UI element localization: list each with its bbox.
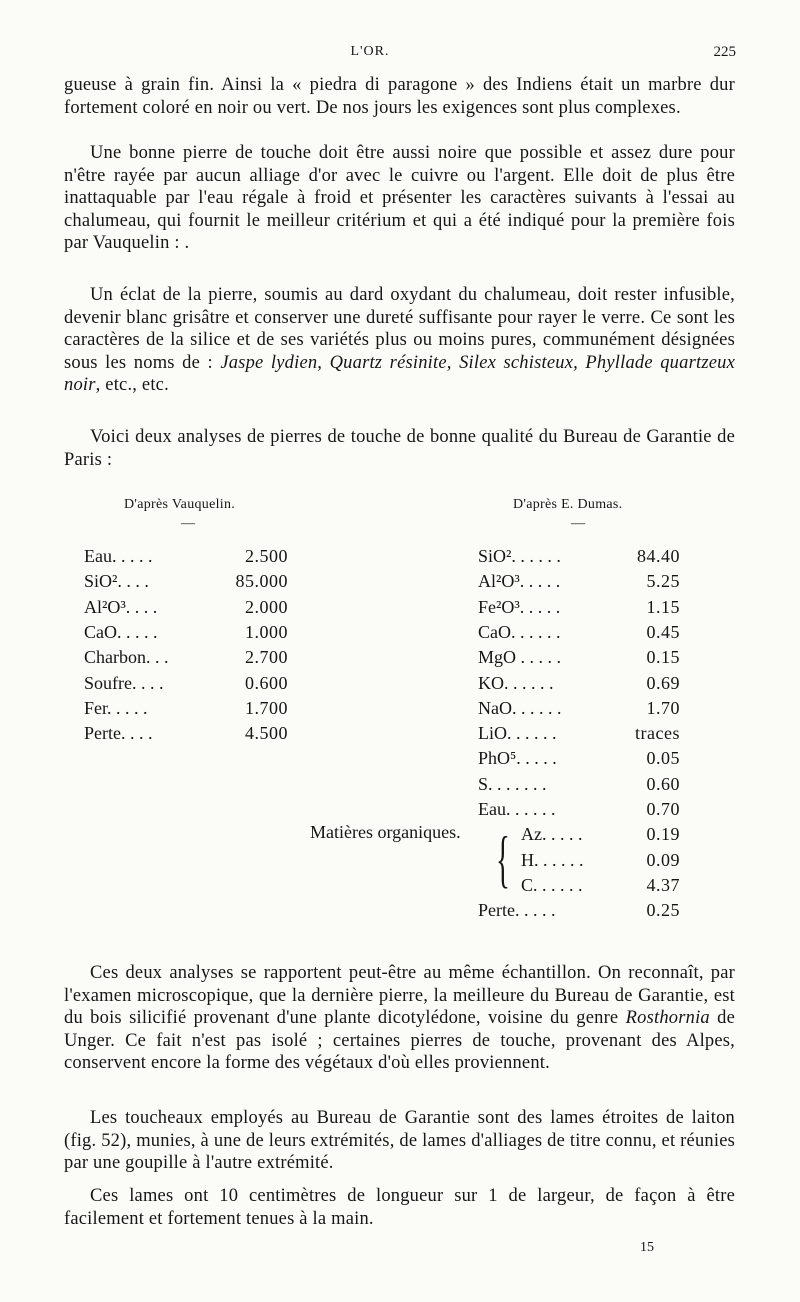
paragraph-5-end: de Unger. Ce fait n'est pas isolé ; certaines pierres de touche, provenant des Alpes, conservent encore la forme des végétaux d'où elles proviennent.	[64, 1008, 735, 1073]
left-table-heading: D'après Vauquelin.	[124, 497, 236, 512]
row-value: 85.000	[235, 571, 288, 592]
paragraph-6: Les toucheaux employés au Bureau de Garantie sont des lames étroites de laiton (fig. 52), munies, à une de leurs extrémités, de lames d'alliages de titre connu, et réunies par une goupille à l'autre extrémité.	[64, 1108, 735, 1173]
row-value: 5.25	[646, 571, 680, 592]
row-value: 2.500	[245, 546, 288, 566]
row-label: CaO. . . . .	[84, 621, 158, 642]
table-row	[478, 544, 680, 568]
table-row	[478, 721, 680, 745]
paragraph-7: Ces lames ont 10 centimètres de longueur sur 1 de largeur, de façon à être facilement et fortement tenues à la main.	[64, 1186, 735, 1229]
row-label: Perte. . . . .	[478, 900, 556, 921]
table-row	[84, 721, 288, 745]
table-row	[478, 671, 680, 695]
row-label: C. . . . . .	[521, 874, 583, 895]
row-label: SiO². . . .	[84, 571, 149, 592]
running-head	[0, 44, 800, 64]
row-label: Eau. . . . . .	[478, 799, 556, 819]
row-label: S. . . . . . .	[478, 773, 547, 794]
row-label: SiO². . . . . .	[478, 546, 561, 566]
left-table-dash: —	[181, 516, 195, 531]
right-table-dash: —	[571, 516, 585, 531]
row-value: 1.15	[646, 596, 680, 617]
row-value: 4.500	[245, 723, 288, 744]
row-label: Perte. . . .	[84, 723, 153, 744]
paragraph-1: gueuse à grain fin. Ainsi la « piedra di paragone » des Indiens était un marbre dur fortement coloré en noir ou vert. De nos jours les exigences sont plus complexes.	[64, 75, 735, 118]
row-label: KO. . . . . .	[478, 672, 554, 693]
table-row	[478, 569, 680, 593]
row-label: Soufre. . . .	[84, 672, 164, 693]
table-row	[478, 898, 680, 922]
row-label: LiO. . . . . .	[478, 723, 557, 744]
organic-matter-brace: {	[496, 823, 510, 894]
row-value: 0.70	[646, 799, 680, 819]
table-row	[84, 645, 288, 669]
row-value: 84.40	[637, 546, 680, 566]
table-row	[84, 569, 288, 593]
table-row	[84, 544, 288, 568]
paragraph-3-species: Jaspe lydien, Quartz résinite, Silex schisteux, Phyllade quartzeux noir	[64, 352, 735, 395]
row-value: 1.000	[245, 621, 288, 642]
paragraph-3	[64, 284, 735, 397]
row-value: 0.69	[646, 672, 680, 693]
paragraph-3-end: , etc., etc.	[95, 375, 169, 395]
table-row	[521, 848, 680, 872]
table-row	[478, 797, 680, 821]
row-label: Al²O³. . . . .	[478, 571, 561, 592]
row-value: 0.19	[646, 824, 680, 845]
table-row	[478, 645, 680, 669]
row-value: 0.25	[646, 900, 680, 921]
row-label: Az. . . . .	[521, 824, 583, 845]
row-label: Fer. . . . .	[84, 697, 148, 718]
table-row	[84, 620, 288, 644]
table-row	[478, 696, 680, 720]
table-row	[521, 822, 680, 846]
row-value: 1.70	[646, 697, 680, 718]
table-row	[84, 671, 288, 695]
row-label: Eau. . . . .	[84, 546, 153, 566]
table-row	[478, 746, 680, 770]
row-label: MgO . . . . .	[478, 647, 562, 668]
row-value: 0.15	[646, 647, 680, 668]
row-label: Fe²O³. . . . .	[478, 596, 561, 617]
right-table-heading: D'après E. Dumas.	[513, 497, 623, 512]
row-value: traces	[635, 723, 680, 744]
paragraph-4: Voici deux analyses de pierres de touche de bonne qualité du Bureau de Garantie de Paris :	[64, 427, 735, 470]
row-label: NaO. . . . . .	[478, 697, 562, 718]
row-value: 2.000	[245, 596, 288, 617]
paragraph-5-genus: Rosthornia	[625, 1008, 710, 1028]
paragraph-5-text: Ces deux analyses se rapportent peut-être au même échantillon. On reconnaît, par l'examen microscopique, que la dernière pierre, la meilleure du Bureau de Garantie, est du bois silicifié provenant d'une plante dicotylédone, voisine du genre	[64, 963, 735, 1028]
table-row	[478, 620, 680, 644]
paragraph-3-text: Un éclat de la pierre, soumis au dard oxydant du chalumeau, doit rester infusible, devenir blanc grisâtre et conserver une dureté suffisante pour rayer le verre. Ce sont les caractères de la silice et de ses variétés plus ou moins pures, communément désignées sous les noms de :	[64, 285, 735, 373]
row-value: 0.05	[646, 748, 680, 769]
table-row	[478, 595, 680, 619]
row-value: 0.09	[646, 849, 680, 870]
table-row	[84, 696, 288, 720]
row-label: H. . . . . .	[521, 849, 584, 870]
row-value: 0.600	[245, 672, 288, 693]
row-value: 1.700	[245, 697, 288, 718]
table-row	[521, 873, 680, 897]
signature-mark: 15	[640, 1240, 654, 1255]
row-label: Charbon. . .	[84, 647, 169, 668]
running-title: L'OR.	[350, 44, 390, 59]
table-row	[478, 772, 680, 796]
organic-matter-label: Matières organiques.	[310, 822, 461, 842]
row-label: Al²O³. . . .	[84, 596, 158, 617]
row-value: 0.45	[646, 621, 680, 642]
row-value: 2.700	[245, 647, 288, 668]
row-value: 4.37	[646, 874, 680, 895]
page-number: 225	[713, 44, 736, 60]
row-label: CaO. . . . . .	[478, 621, 561, 642]
paragraph-5	[64, 962, 735, 1075]
row-label: PhO⁵. . . . .	[478, 748, 557, 769]
table-row	[84, 595, 288, 619]
row-value: 0.60	[646, 773, 680, 794]
paragraph-2: Une bonne pierre de touche doit être aussi noire que possible et assez dure pour n'être rayée par aucun alliage d'or avec le cuivre ou l'argent. Elle doit de plus être inattaquable par l'eau régale à froid et présenter les caractères suivants à l'essai au chalumeau, qui fournit le meilleur critérium et qui a été indiqué pour la première fois par Vauquelin : .	[64, 143, 735, 253]
